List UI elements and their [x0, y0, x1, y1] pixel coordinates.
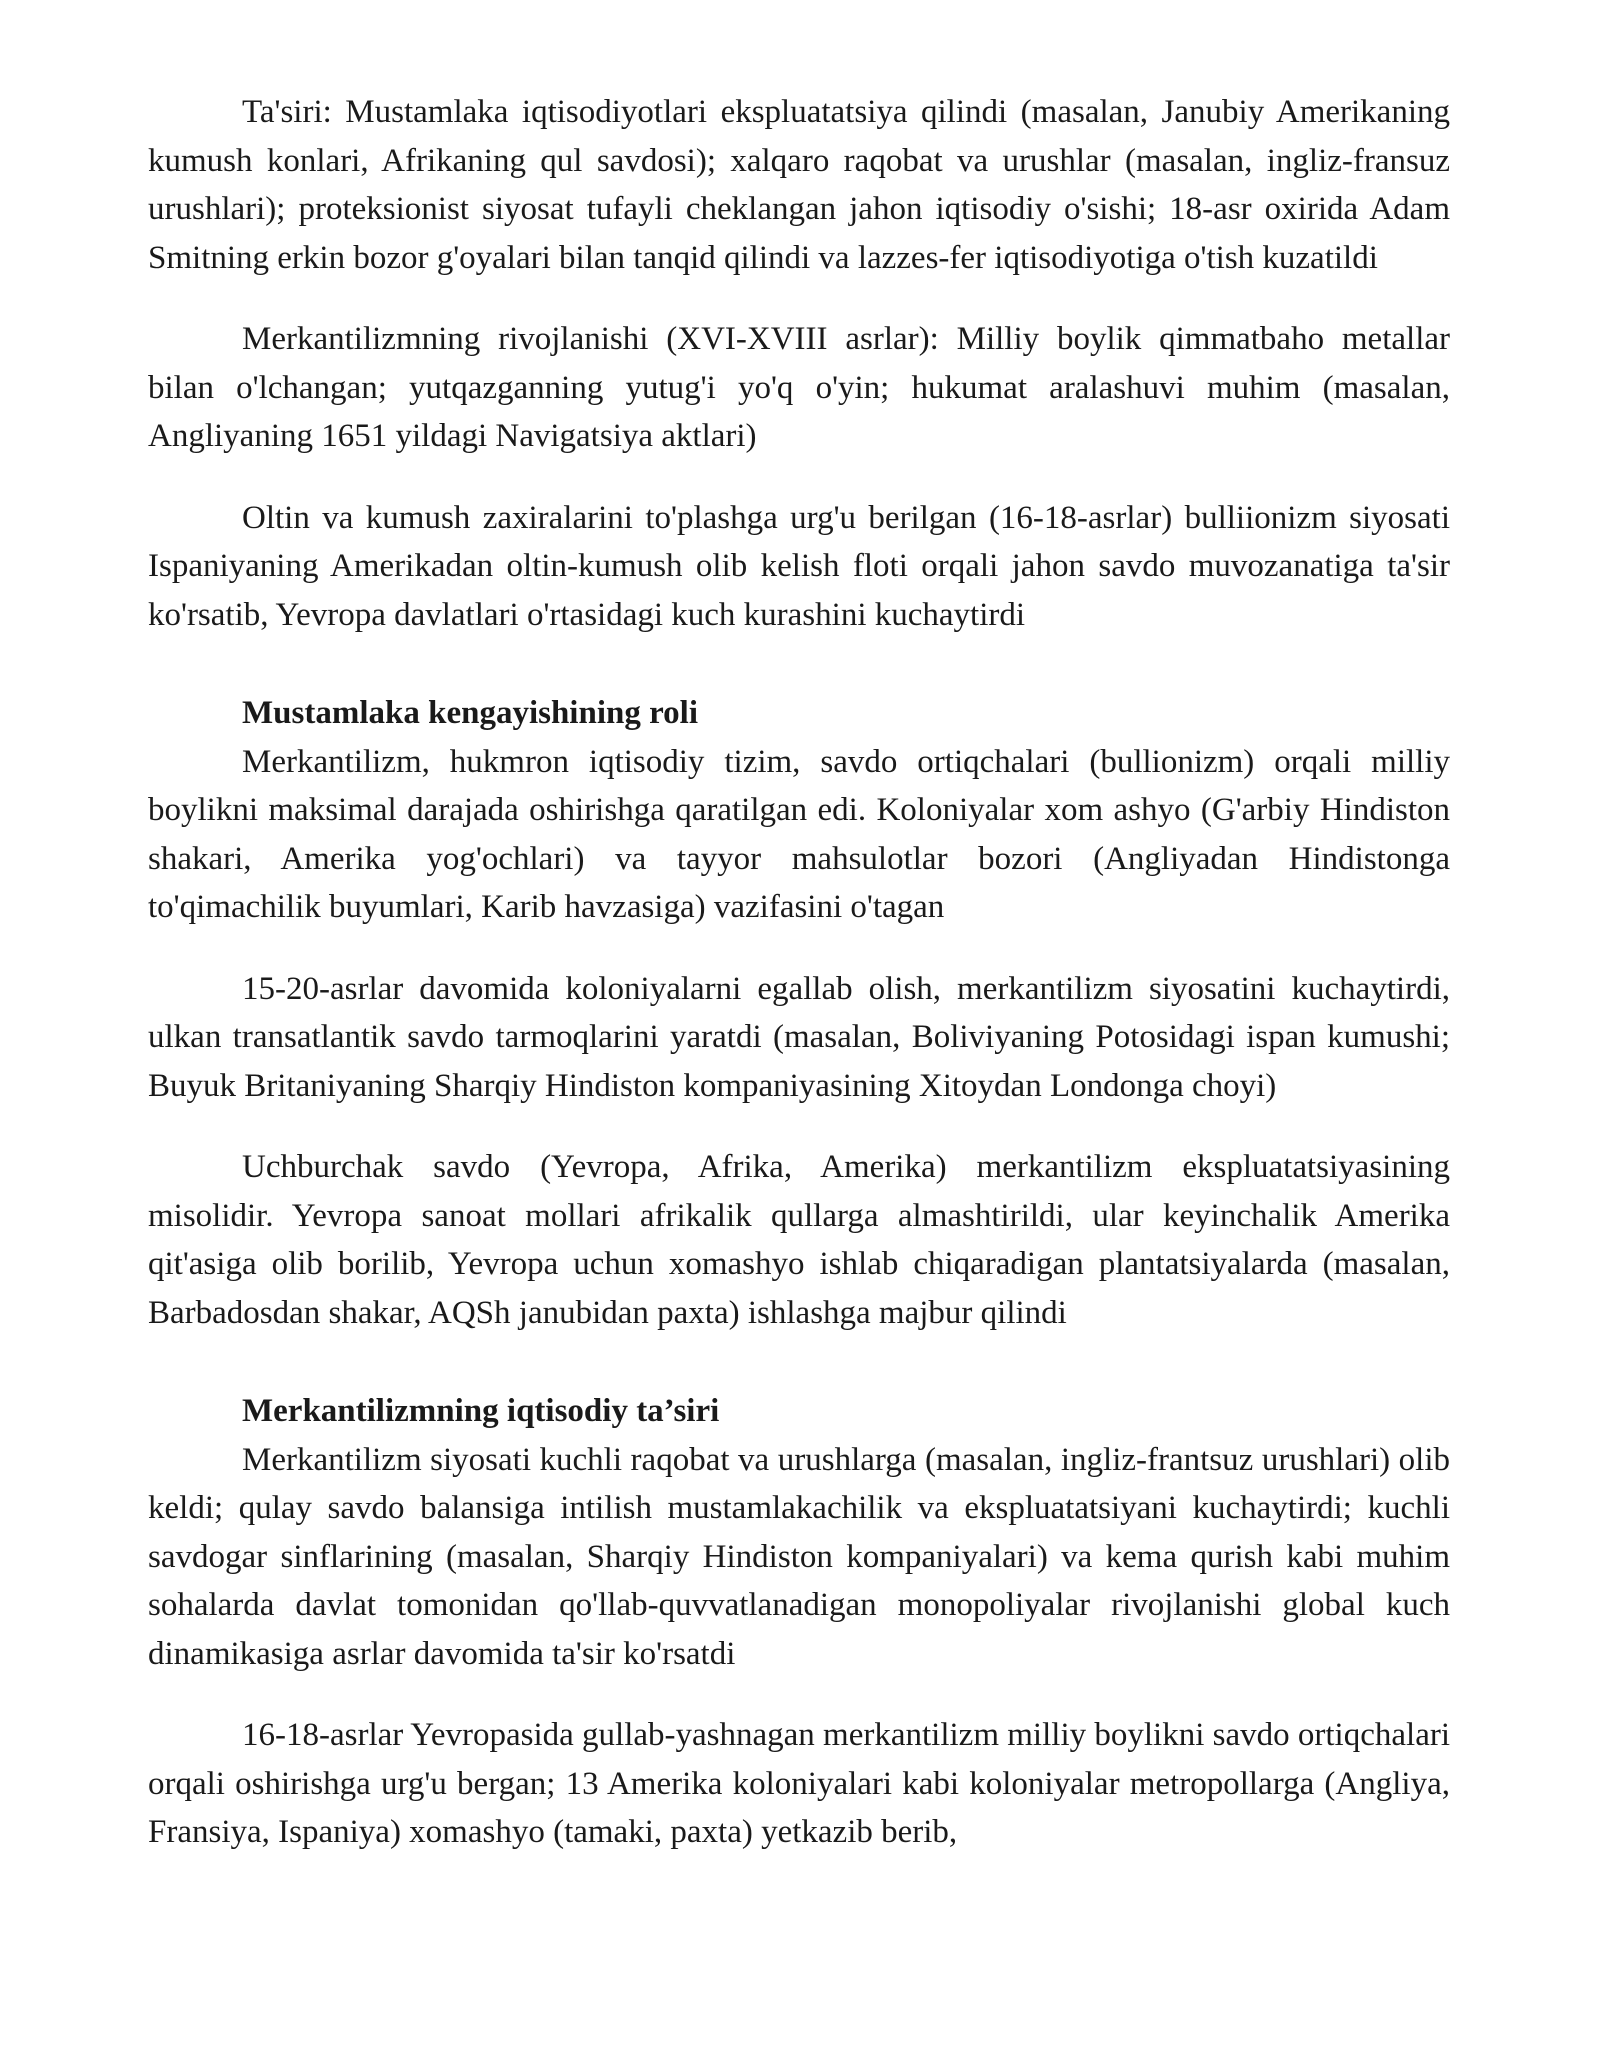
- paragraph-yevropa-merkantilizm: 16-18-asrlar Yevropasida gullab-yashnagan merkantilizm milliy boylikni savdo ortiqchalari orqali oshirishga urg'u bergan; 13 Amerika koloniyalari kabi koloniyalar metropollarga (Angliya, Fransiya, Ispaniya) xomashyo (tamaki, paxta) yetkazib berib,: [148, 1717, 1450, 1850]
- paragraph-tasiri: Ta'siri: Mustamlaka iqtisodiyotlari ekspluatatsiya qilindi (masalan, Janubiy Amerikaning kumush konlari, Afrikaning qul savdosi); xalqaro raqobat va urushlar (masalan, ingliz-fransuz urushlari); proteksionist siyosat tufayli cheklangan jahon iqtisodiy o'sishi; 18-asr oxirida Adam Smitning erkin bozor g'oyalari bilan tanqid qilindi va lazzes-fer iqtisodiyotiga o'tish kuzatildi: [148, 94, 1450, 276]
- section-heading-iqtisodiy-tasiri: Merkantilizmning iqtisodiy ta’siri: [242, 1393, 720, 1429]
- paragraph-merkantilizm-tizim: Merkantilizm, hukmron iqtisodiy tizim, savdo ortiqchalari (bullionizm) orqali milliy boylikni maksimal darajada oshirishga qaratilgan edi. Koloniyalar xom ashyo (G'arbiy Hindiston shakari, Amerika yog'ochlari) va tayyor mahsulotlar bozori (Angliyadan Hindistonga to'qimachilik buyumlari, Karib havzasiga) vazifasini o'tagan: [148, 743, 1450, 925]
- paragraph-uchburchak-savdo: Uchburchak savdo (Yevropa, Afrika, Amerika) merkantilizm ekspluatatsiyasining misolidir. Yevropa sanoat mollari afrikalik qullarga almashtirildi, ular keyinchalik Amerika qit'asiga olib borilib, Yevropa uchun xomashyo ishlab chiqaradigan plantatsiyalarda (masalan, Barbadosdan shakar, AQSh janubidan paxta) ishlashga majbur qilindi: [148, 1149, 1450, 1331]
- paragraph-raqobat: Merkantilizm siyosati kuchli raqobat va urushlarga (masalan, ingliz-frantsuz urushlari) olib keldi; qulay savdo balansiga intilish mustamlakachilik va ekspluatatsiyani kuchaytirdi; kuchli savdogar sinflarining (masalan, Sharqiy Hindiston kompaniyalari) va kema qurish kabi muhim sohalarda davlat tomonidan qo'llab-quvvatlanadigan monopoliyalar rivojlanishi global kuch dinamikasiga asrlar davomida ta'sir ko'rsatdi: [148, 1441, 1450, 1672]
- paragraph-koloniyalar: 15-20-asrlar davomida koloniyalarni egallab olish, merkantilizm siyosatini kuchaytirdi, ulkan transatlantik savdo tarmoqlarini yaratdi (masalan, Boliviyaning Potosidagi ispan kumushi; Buyuk Britaniyaning Sharqiy Hindiston kompaniyasining Xitoydan Londonga choyi): [148, 970, 1450, 1104]
- paragraph-rivojlanishi: Merkantilizmning rivojlanishi (XVI-XVIII asrlar): Milliy boylik qimmatbaho metallar bilan o'lchangan; yutqazganning yutug'i yo'q o'yin; hukumat aralashuvi muhim (masalan, Angliyaning 1651 yildagi Navigatsiya aktlari): [148, 321, 1450, 454]
- section-heading-mustamlaka: Mustamlaka kengayishining roli: [242, 695, 698, 731]
- document-page: [148, 88, 1450, 1857]
- paragraph-bullionizm: Oltin va kumush zaxiralarini to'plashga urg'u berilgan (16-18-asrlar) bulliionizm siyosati Ispaniyaning Amerikadan oltin-kumush olib kelish floti orqali jahon savdo muvozanatiga ta'sir ko'rsatib, Yevropa davlatlari o'rtasidagi kuch kurashini kuchaytirdi: [148, 499, 1450, 633]
